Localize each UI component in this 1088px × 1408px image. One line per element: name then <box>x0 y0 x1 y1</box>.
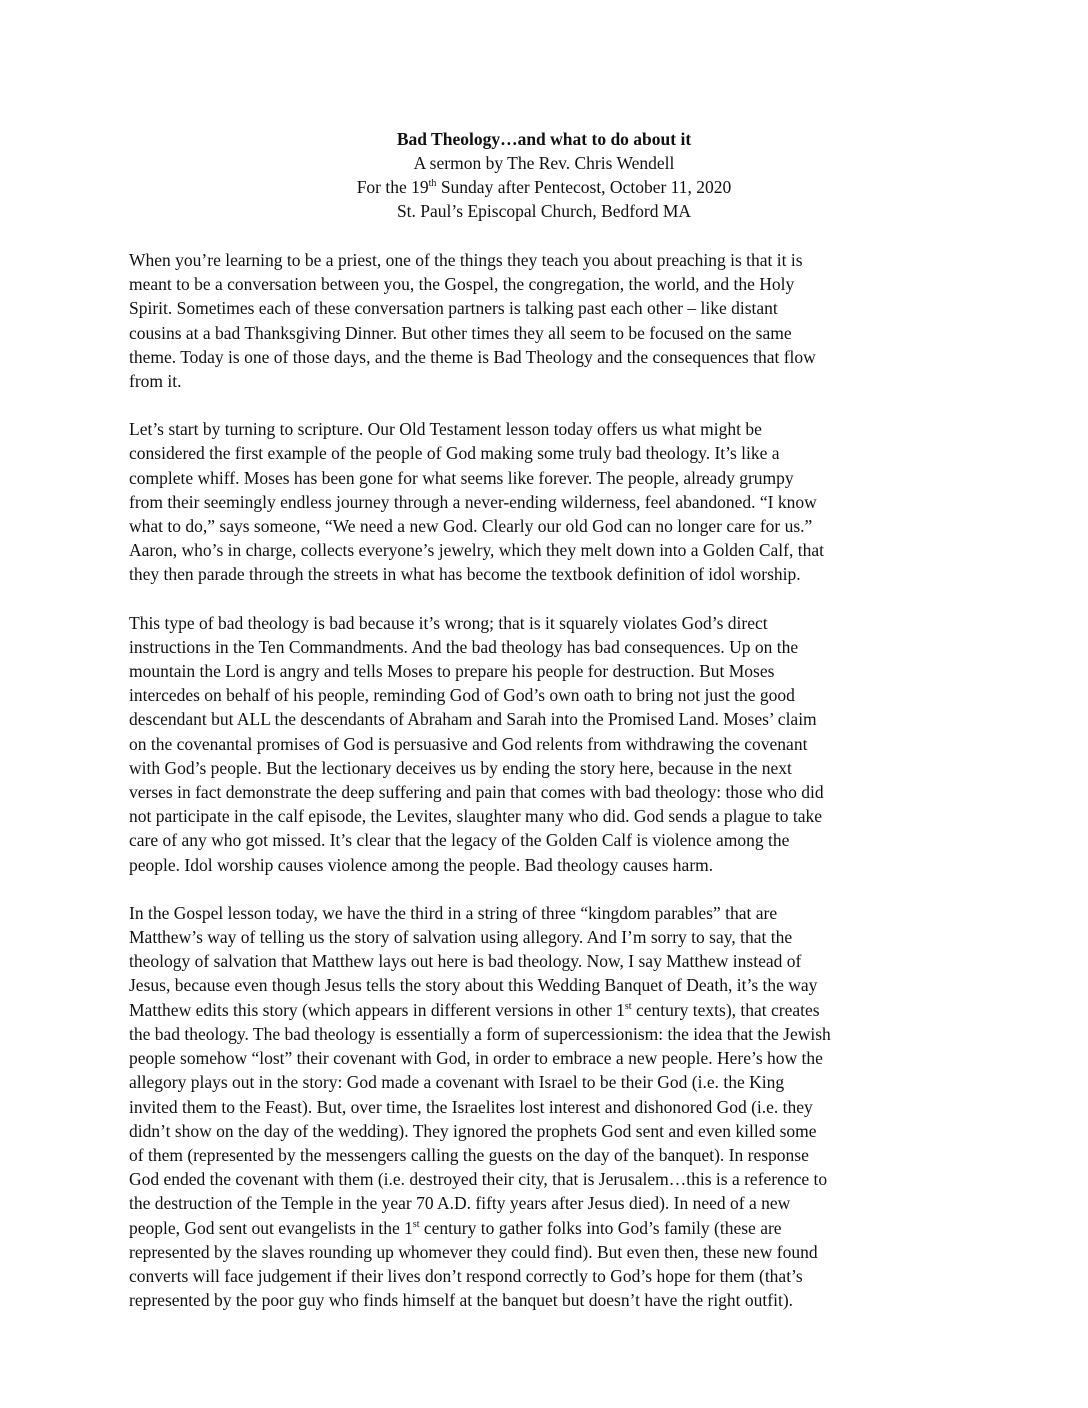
text-line: This type of bad theology is bad because it’s wrong; that is it squarely violates God’s direct <box>129 612 768 633</box>
text-line: Matthew’s way of telling us the story of salvation using allegory. And I’m sorry to say, that the <box>129 927 793 948</box>
text-line: Aaron, who’s in charge, collects everyone’s jewelry, which they melt down into a Golden Calf, that <box>129 540 824 561</box>
text-line: cousins at a bad Thanksgiving Dinner. But other times they all seem to be focused on the same <box>129 322 792 343</box>
text-line: from it. <box>129 371 182 392</box>
sermon-byline: A sermon by The Rev. Chris Wendell <box>413 153 675 173</box>
text-line: theme. Today is one of those days, and the theme is Bad Theology and the consequences that flow <box>129 346 816 367</box>
text-line: invited them to the Feast). But, over time, the Israelites lost interest and dishonored God (i.e. they <box>129 1096 813 1117</box>
text-line: not participate in the calf episode, the Levites, slaughter many who did. God sends a plague to take <box>129 806 822 827</box>
paragraph <box>129 611 961 877</box>
text-line: what to do,” says someone, “We need a new God. Clearly our old God can no longer care for us.” <box>129 516 813 537</box>
text-line: they then parade through the streets in what has become the textbook definition of idol worship. <box>129 564 801 585</box>
text-line: Let’s start by turning to scripture. Our Old Testament lesson today offers us what might be <box>129 419 762 440</box>
text-line: considered the first example of the people of God making some truly bad theology. It’s like a <box>129 443 780 464</box>
occasion-text-before: For the 19 <box>356 177 429 197</box>
occasion-ordinal-suffix: th <box>428 178 437 189</box>
text-line: people. Idol worship causes violence among the people. Bad theology causes harm. <box>129 854 714 875</box>
text-line: complete whiff. Moses has been gone for what seems like forever. The people, already grumpy <box>129 467 794 488</box>
occasion-text-after: Sunday after Pentecost, October 11, 2020 <box>436 177 732 197</box>
text-line: Matthew edits this story (which appears in different versions in other 1st century texts), that creates <box>129 999 820 1020</box>
text-line: allegory plays out in the story: God made a covenant with Israel to be their God (i.e. the King <box>129 1072 785 1093</box>
text-line: the bad theology. The bad theology is essentially a form of supercessionism: the idea that the Jewish <box>129 1023 831 1044</box>
text-line: from their seemingly endless journey through a never-ending wilderness, feel abandoned. “I know <box>129 491 817 512</box>
text-line: verses in fact demonstrate the deep suffering and pain that comes with bad theology: those who did <box>129 782 824 803</box>
sermon-body <box>129 248 961 1336</box>
text-line: on the covenantal promises of God is persuasive and God relents from withdrawing the covenant <box>129 733 808 754</box>
text-line: mountain the Lord is angry and tells Moses to prepare his people for destruction. But Moses <box>129 661 775 682</box>
text-line: God ended the covenant with them (i.e. destroyed their city, that is Jerusalem…this is a reference to <box>129 1169 828 1190</box>
text-line: people, God sent out evangelists in the 1st century to gather folks into God’s family (these are <box>129 1217 782 1238</box>
text-line: care of any who got missed. It’s clear that the legacy of the Golden Calf is violence among the <box>129 830 790 851</box>
text-line: of them (represented by the messengers calling the guests on the day of the banquet). In response <box>129 1144 809 1165</box>
sermon-title: Bad Theology…and what to do about it <box>396 129 692 149</box>
text-line: with God’s people. But the lectionary deceives us by ending the story here, because in the next <box>129 757 792 778</box>
sermon-occasion <box>0 175 1088 199</box>
paragraph <box>129 248 961 393</box>
text-line: In the Gospel lesson today, we have the third in a string of three “kingdom parables” that are <box>129 902 778 923</box>
text-line: Spirit. Sometimes each of these conversation partners is talking past each other – like distant <box>129 298 778 319</box>
text-line: meant to be a conversation between you, the Gospel, the congregation, the world, and the Holy <box>129 274 795 295</box>
text-line: represented by the slaves rounding up whomever they could find). But even then, these new found <box>129 1241 818 1262</box>
text-line: the destruction of the Temple in the year 70 A.D. fifty years after Jesus died). In need of a new <box>129 1193 791 1214</box>
text-line: converts will face judgement if their lives don’t respond correctly to God’s hope for them (that’s <box>129 1265 803 1286</box>
sermon-header <box>0 127 1088 223</box>
text-line: represented by the poor guy who finds himself at the banquet but doesn’t have the right outfit). <box>129 1290 794 1311</box>
text-line: intercedes on behalf of his people, reminding God of God’s own oath to bring not just the good <box>129 685 795 706</box>
text-line: descendant but ALL the descendants of Abraham and Sarah into the Promised Land. Moses’ claim <box>129 709 817 730</box>
text-line: people somehow “lost” their covenant with God, in order to embrace a new people. Here’s how the <box>129 1048 823 1069</box>
text-line: didn’t show on the day of the wedding). They ignored the prophets God sent and even killed some <box>129 1120 817 1141</box>
paragraph <box>129 901 961 1312</box>
paragraph <box>129 417 961 586</box>
text-line: When you’re learning to be a priest, one of the things they teach you about preaching is that it is <box>129 250 803 270</box>
text-line: theology of salvation that Matthew lays out here is bad theology. Now, I say Matthew instead of <box>129 951 802 972</box>
text-line: Jesus, because even though Jesus tells the story about this Wedding Banquet of Death, it’s the way <box>129 975 818 996</box>
sermon-location: St. Paul’s Episcopal Church, Bedford MA <box>396 201 692 221</box>
text-line: instructions in the Ten Commandments. And the bad theology has bad consequences. Up on the <box>129 636 799 657</box>
